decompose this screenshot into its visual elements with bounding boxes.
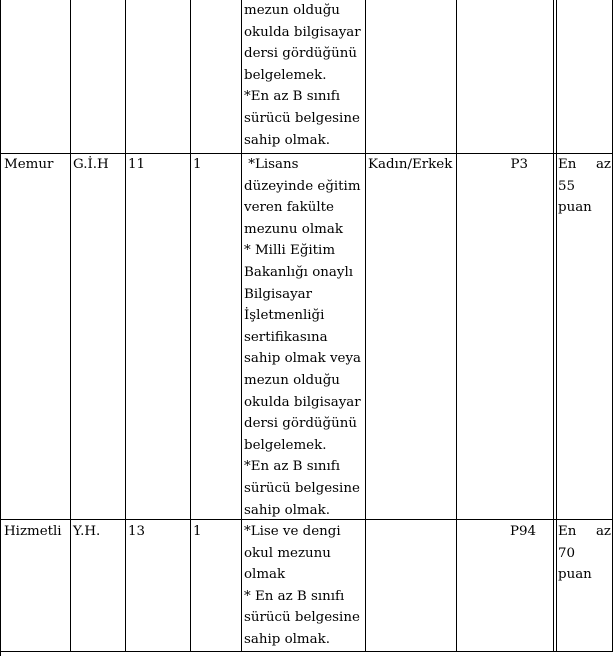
requirement-line: okulda bilgisayar xyxy=(244,394,361,410)
requirement-line: Bilgisayar xyxy=(244,286,313,302)
position-count: 1 xyxy=(193,157,202,172)
min-score-value: 55 xyxy=(558,178,576,194)
position-gender: Kadın/Erkek xyxy=(368,157,453,172)
requirement-line: okul mezunu xyxy=(244,545,331,561)
col-border xyxy=(70,0,71,652)
requirement-line: sahip olmak. xyxy=(244,631,330,647)
requirement-line: sürücü belgesine xyxy=(244,480,360,496)
requirement-line: sürücü belgesine xyxy=(244,610,360,626)
requirement-line: sahip olmak. xyxy=(244,502,330,518)
requirement-line: düzeyinde eğitim xyxy=(244,178,361,194)
col-border xyxy=(365,0,366,652)
requirement-line: *Lisans xyxy=(244,157,299,172)
min-score xyxy=(558,154,611,219)
requirement-line: mezun olduğu xyxy=(244,3,340,18)
col-border xyxy=(0,0,1,656)
position-title: Hizmetli xyxy=(4,524,62,539)
requirement-line: sahip olmak veya xyxy=(244,351,362,367)
requirement-line: sahip olmak. xyxy=(244,132,330,148)
requirement-line: okulda bilgisayar xyxy=(244,24,361,40)
col-border xyxy=(556,0,557,652)
min-score-value: 70 xyxy=(558,545,576,561)
row-border xyxy=(0,651,613,652)
min-score-word: En xyxy=(558,157,577,172)
requirement-line: * En az B sınıfı xyxy=(244,588,345,604)
position-grade: 11 xyxy=(128,157,146,172)
requirement-line: olmak xyxy=(244,567,286,583)
requirement-line: sürücü belgesine xyxy=(244,110,360,126)
score-type: P3 xyxy=(510,157,528,172)
min-score-word: az xyxy=(595,524,611,539)
requirement-line: * Milli Eğitim xyxy=(244,243,336,259)
position-class: G.İ.H xyxy=(73,157,109,172)
position-title: Memur xyxy=(4,157,54,172)
requirement-line: belgelemek. xyxy=(244,437,327,453)
min-score-unit: puan xyxy=(558,567,592,583)
min-score-unit: puan xyxy=(558,200,592,216)
col-border xyxy=(553,0,554,652)
requirement-line: *Lise ve dengi xyxy=(244,524,341,539)
min-score xyxy=(558,521,611,586)
requirement-line: mezunu olmak xyxy=(244,221,343,237)
col-border xyxy=(190,0,191,652)
continuation-requirements xyxy=(244,0,364,151)
requirement-line: *En az B sınıfı xyxy=(244,459,341,475)
requirement-line: dersi gördüğünü xyxy=(244,46,357,62)
col-border xyxy=(125,0,126,652)
min-score-prefix xyxy=(558,154,611,176)
min-score-prefix xyxy=(558,521,611,543)
col-border xyxy=(612,0,613,652)
requirement-line: Bakanlığı onaylı xyxy=(244,264,354,280)
requirement-line: veren fakülte xyxy=(244,200,334,216)
requirement-line: dersi gördüğünü xyxy=(244,416,357,432)
col-border xyxy=(241,0,242,652)
requirement-line: sertifikasına xyxy=(244,329,328,345)
position-class: Y.H. xyxy=(73,524,101,539)
min-score-word: En xyxy=(558,524,577,539)
position-grade: 13 xyxy=(128,524,146,539)
score-type: P94 xyxy=(509,524,536,539)
requirement-line: İşletmenliği xyxy=(244,308,325,324)
requirement-line: *En az B sınıfı xyxy=(244,89,341,105)
requirement-line: belgelemek. xyxy=(244,67,327,83)
position-count: 1 xyxy=(193,524,202,539)
col-border xyxy=(456,0,457,652)
position-requirements xyxy=(244,154,364,521)
position-requirements xyxy=(244,521,364,651)
requirement-line: mezun olduğu xyxy=(244,372,340,388)
min-score-word: az xyxy=(595,157,611,172)
